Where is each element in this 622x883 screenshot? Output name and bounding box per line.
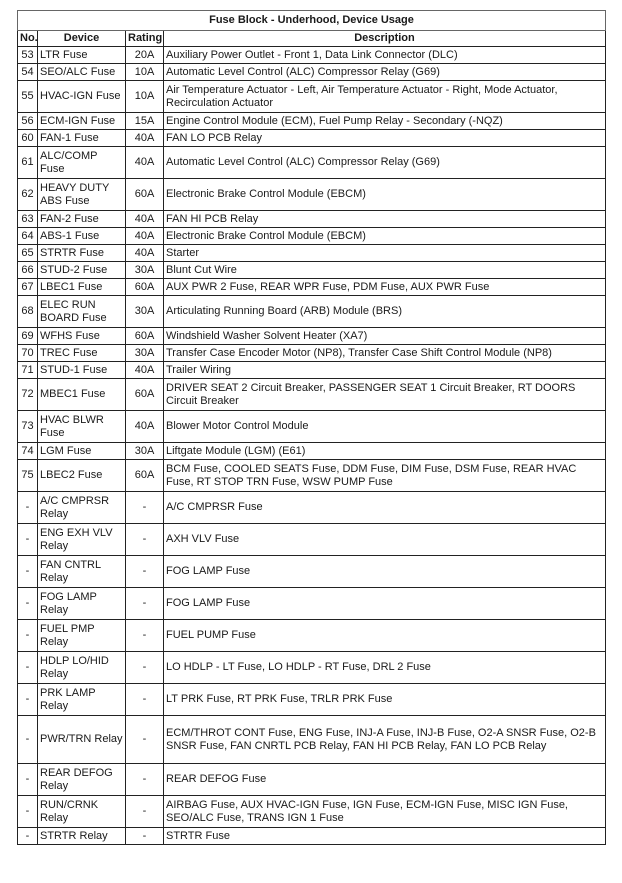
- cell-rating: -: [126, 556, 164, 588]
- cell-rating: 20A: [126, 47, 164, 64]
- cell-description: AUX PWR 2 Fuse, REAR WPR Fuse, PDM Fuse, AUX PWR Fuse: [164, 279, 606, 296]
- table-row: [18, 379, 606, 411]
- table-row: [18, 652, 606, 684]
- cell-no: 63: [18, 211, 38, 228]
- table-row: [18, 716, 606, 764]
- cell-device: LBEC2 Fuse: [38, 460, 126, 492]
- cell-no: -: [18, 652, 38, 684]
- table-title-row: [18, 11, 606, 31]
- cell-no: 56: [18, 113, 38, 130]
- cell-rating: -: [126, 588, 164, 620]
- table-row: [18, 279, 606, 296]
- table-body: [18, 47, 606, 845]
- cell-device: LGM Fuse: [38, 443, 126, 460]
- cell-device: SEO/ALC Fuse: [38, 64, 126, 81]
- cell-rating: 10A: [126, 64, 164, 81]
- table-row: [18, 64, 606, 81]
- cell-device: TREC Fuse: [38, 345, 126, 362]
- cell-rating: 60A: [126, 279, 164, 296]
- table-row: [18, 296, 606, 328]
- cell-description: FAN LO PCB Relay: [164, 130, 606, 147]
- cell-rating: -: [126, 524, 164, 556]
- table-row: [18, 460, 606, 492]
- table-row: [18, 328, 606, 345]
- cell-no: 65: [18, 245, 38, 262]
- cell-no: 67: [18, 279, 38, 296]
- fuse-block-table-container: [17, 10, 606, 845]
- cell-device: A/C CMPRSR Relay: [38, 492, 126, 524]
- cell-rating: 40A: [126, 245, 164, 262]
- cell-description: A/C CMPRSR Fuse: [164, 492, 606, 524]
- cell-no: 74: [18, 443, 38, 460]
- cell-description: FOG LAMP Fuse: [164, 556, 606, 588]
- cell-description: Automatic Level Control (ALC) Compressor Relay (G69): [164, 147, 606, 179]
- cell-no: 69: [18, 328, 38, 345]
- cell-rating: 60A: [126, 328, 164, 345]
- cell-device: HDLP LO/HID Relay: [38, 652, 126, 684]
- cell-no: 64: [18, 228, 38, 245]
- cell-no: 66: [18, 262, 38, 279]
- cell-no: 73: [18, 411, 38, 443]
- table-header-row: [18, 31, 606, 47]
- cell-rating: 40A: [126, 228, 164, 245]
- table-row: [18, 620, 606, 652]
- table-row: [18, 556, 606, 588]
- table-row: [18, 113, 606, 130]
- table-row: [18, 588, 606, 620]
- cell-no: 53: [18, 47, 38, 64]
- cell-device: FAN CNTRL Relay: [38, 556, 126, 588]
- cell-rating: 30A: [126, 443, 164, 460]
- table-row: [18, 764, 606, 796]
- cell-no: -: [18, 492, 38, 524]
- cell-rating: -: [126, 620, 164, 652]
- table-row: [18, 524, 606, 556]
- cell-description: Electronic Brake Control Module (EBCM): [164, 228, 606, 245]
- table-row: [18, 492, 606, 524]
- cell-rating: 40A: [126, 130, 164, 147]
- cell-device: PRK LAMP Relay: [38, 684, 126, 716]
- cell-rating: -: [126, 828, 164, 845]
- cell-no: 72: [18, 379, 38, 411]
- cell-rating: 60A: [126, 179, 164, 211]
- cell-device: ABS-1 Fuse: [38, 228, 126, 245]
- cell-rating: 15A: [126, 113, 164, 130]
- table-row: [18, 684, 606, 716]
- cell-no: -: [18, 716, 38, 764]
- cell-device: HEAVY DUTY ABS Fuse: [38, 179, 126, 211]
- cell-no: -: [18, 620, 38, 652]
- cell-description: Electronic Brake Control Module (EBCM): [164, 179, 606, 211]
- cell-device: ELEC RUN BOARD Fuse: [38, 296, 126, 328]
- cell-device: FAN-1 Fuse: [38, 130, 126, 147]
- cell-description: LT PRK Fuse, RT PRK Fuse, TRLR PRK Fuse: [164, 684, 606, 716]
- table-row: [18, 147, 606, 179]
- cell-rating: -: [126, 652, 164, 684]
- cell-device: FOG LAMP Relay: [38, 588, 126, 620]
- cell-no: 71: [18, 362, 38, 379]
- cell-no: -: [18, 764, 38, 796]
- cell-description: FOG LAMP Fuse: [164, 588, 606, 620]
- cell-rating: 30A: [126, 262, 164, 279]
- cell-rating: -: [126, 796, 164, 828]
- cell-rating: -: [126, 764, 164, 796]
- cell-description: REAR DEFOG Fuse: [164, 764, 606, 796]
- cell-device: STUD-1 Fuse: [38, 362, 126, 379]
- cell-description: Blunt Cut Wire: [164, 262, 606, 279]
- cell-description: ECM/THROT CONT Fuse, ENG Fuse, INJ-A Fuse, INJ-B Fuse, O2-A SNSR Fuse, O2-B SNSR Fuse, FAN CNRTL PCB Relay, FAN HI PCB Relay, FAN LO PCB Relay: [164, 716, 606, 764]
- cell-device: STUD-2 Fuse: [38, 262, 126, 279]
- cell-description: AXH VLV Fuse: [164, 524, 606, 556]
- cell-no: 68: [18, 296, 38, 328]
- table-row: [18, 796, 606, 828]
- cell-description: Articulating Running Board (ARB) Module (BRS): [164, 296, 606, 328]
- cell-no: 55: [18, 81, 38, 113]
- cell-rating: 40A: [126, 147, 164, 179]
- cell-device: RUN/CRNK Relay: [38, 796, 126, 828]
- cell-no: 62: [18, 179, 38, 211]
- table-row: [18, 130, 606, 147]
- cell-description: FAN HI PCB Relay: [164, 211, 606, 228]
- cell-description: BCM Fuse, COOLED SEATS Fuse, DDM Fuse, DIM Fuse, DSM Fuse, REAR HVAC Fuse, RT STOP TRN Fuse, WSW PUMP Fuse: [164, 460, 606, 492]
- cell-description: Windshield Washer Solvent Heater (XA7): [164, 328, 606, 345]
- cell-device: MBEC1 Fuse: [38, 379, 126, 411]
- cell-device: ALC/COMP Fuse: [38, 147, 126, 179]
- cell-no: -: [18, 828, 38, 845]
- cell-device: STRTR Relay: [38, 828, 126, 845]
- table-row: [18, 211, 606, 228]
- cell-description: Air Temperature Actuator - Left, Air Temperature Actuator - Right, Mode Actuator, Recirculation Actuator: [164, 81, 606, 113]
- cell-description: Automatic Level Control (ALC) Compressor Relay (G69): [164, 64, 606, 81]
- cell-no: 61: [18, 147, 38, 179]
- column-header-no: No.: [18, 31, 38, 47]
- table-row: [18, 179, 606, 211]
- cell-no: -: [18, 684, 38, 716]
- cell-description: Liftgate Module (LGM) (E61): [164, 443, 606, 460]
- cell-device: LBEC1 Fuse: [38, 279, 126, 296]
- cell-device: HVAC BLWR Fuse: [38, 411, 126, 443]
- table-row: [18, 262, 606, 279]
- table-row: [18, 228, 606, 245]
- table-row: [18, 47, 606, 64]
- table-row: [18, 345, 606, 362]
- table-title: Fuse Block - Underhood, Device Usage: [18, 11, 606, 31]
- cell-device: STRTR Fuse: [38, 245, 126, 262]
- cell-description: FUEL PUMP Fuse: [164, 620, 606, 652]
- cell-no: 54: [18, 64, 38, 81]
- cell-rating: 10A: [126, 81, 164, 113]
- cell-rating: -: [126, 716, 164, 764]
- cell-rating: 30A: [126, 296, 164, 328]
- cell-rating: 30A: [126, 345, 164, 362]
- cell-description: STRTR Fuse: [164, 828, 606, 845]
- cell-device: FUEL PMP Relay: [38, 620, 126, 652]
- cell-device: ENG EXH VLV Relay: [38, 524, 126, 556]
- cell-no: 75: [18, 460, 38, 492]
- cell-description: Blower Motor Control Module: [164, 411, 606, 443]
- cell-device: REAR DEFOG Relay: [38, 764, 126, 796]
- cell-no: -: [18, 556, 38, 588]
- column-header-description: Description: [164, 31, 606, 47]
- cell-no: -: [18, 796, 38, 828]
- cell-no: 70: [18, 345, 38, 362]
- cell-rating: -: [126, 492, 164, 524]
- cell-description: LO HDLP - LT Fuse, LO HDLP - RT Fuse, DRL 2 Fuse: [164, 652, 606, 684]
- table-row: [18, 362, 606, 379]
- cell-description: Auxiliary Power Outlet - Front 1, Data Link Connector (DLC): [164, 47, 606, 64]
- cell-description: Engine Control Module (ECM), Fuel Pump Relay - Secondary (-NQZ): [164, 113, 606, 130]
- cell-description: AIRBAG Fuse, AUX HVAC-IGN Fuse, IGN Fuse, ECM-IGN Fuse, MISC IGN Fuse, SEO/ALC Fuse, TRANS IGN 1 Fuse: [164, 796, 606, 828]
- cell-device: HVAC-IGN Fuse: [38, 81, 126, 113]
- table-row: [18, 443, 606, 460]
- cell-rating: 60A: [126, 379, 164, 411]
- cell-description: DRIVER SEAT 2 Circuit Breaker, PASSENGER SEAT 1 Circuit Breaker, RT DOORS Circuit Breaker: [164, 379, 606, 411]
- column-header-device: Device: [38, 31, 126, 47]
- table-row: [18, 81, 606, 113]
- table-row: [18, 411, 606, 443]
- cell-description: Transfer Case Encoder Motor (NP8), Transfer Case Shift Control Module (NP8): [164, 345, 606, 362]
- cell-rating: 40A: [126, 211, 164, 228]
- cell-no: -: [18, 524, 38, 556]
- cell-device: ECM-IGN Fuse: [38, 113, 126, 130]
- cell-device: PWR/TRN Relay: [38, 716, 126, 764]
- cell-rating: 40A: [126, 362, 164, 379]
- column-header-rating: Rating: [126, 31, 164, 47]
- cell-description: Trailer Wiring: [164, 362, 606, 379]
- cell-device: WFHS Fuse: [38, 328, 126, 345]
- table-row: [18, 245, 606, 262]
- cell-no: 60: [18, 130, 38, 147]
- cell-description: Starter: [164, 245, 606, 262]
- cell-no: -: [18, 588, 38, 620]
- cell-rating: 40A: [126, 411, 164, 443]
- cell-rating: -: [126, 684, 164, 716]
- cell-device: FAN-2 Fuse: [38, 211, 126, 228]
- fuse-block-table: [17, 10, 606, 845]
- table-row: [18, 828, 606, 845]
- cell-device: LTR Fuse: [38, 47, 126, 64]
- cell-rating: 60A: [126, 460, 164, 492]
